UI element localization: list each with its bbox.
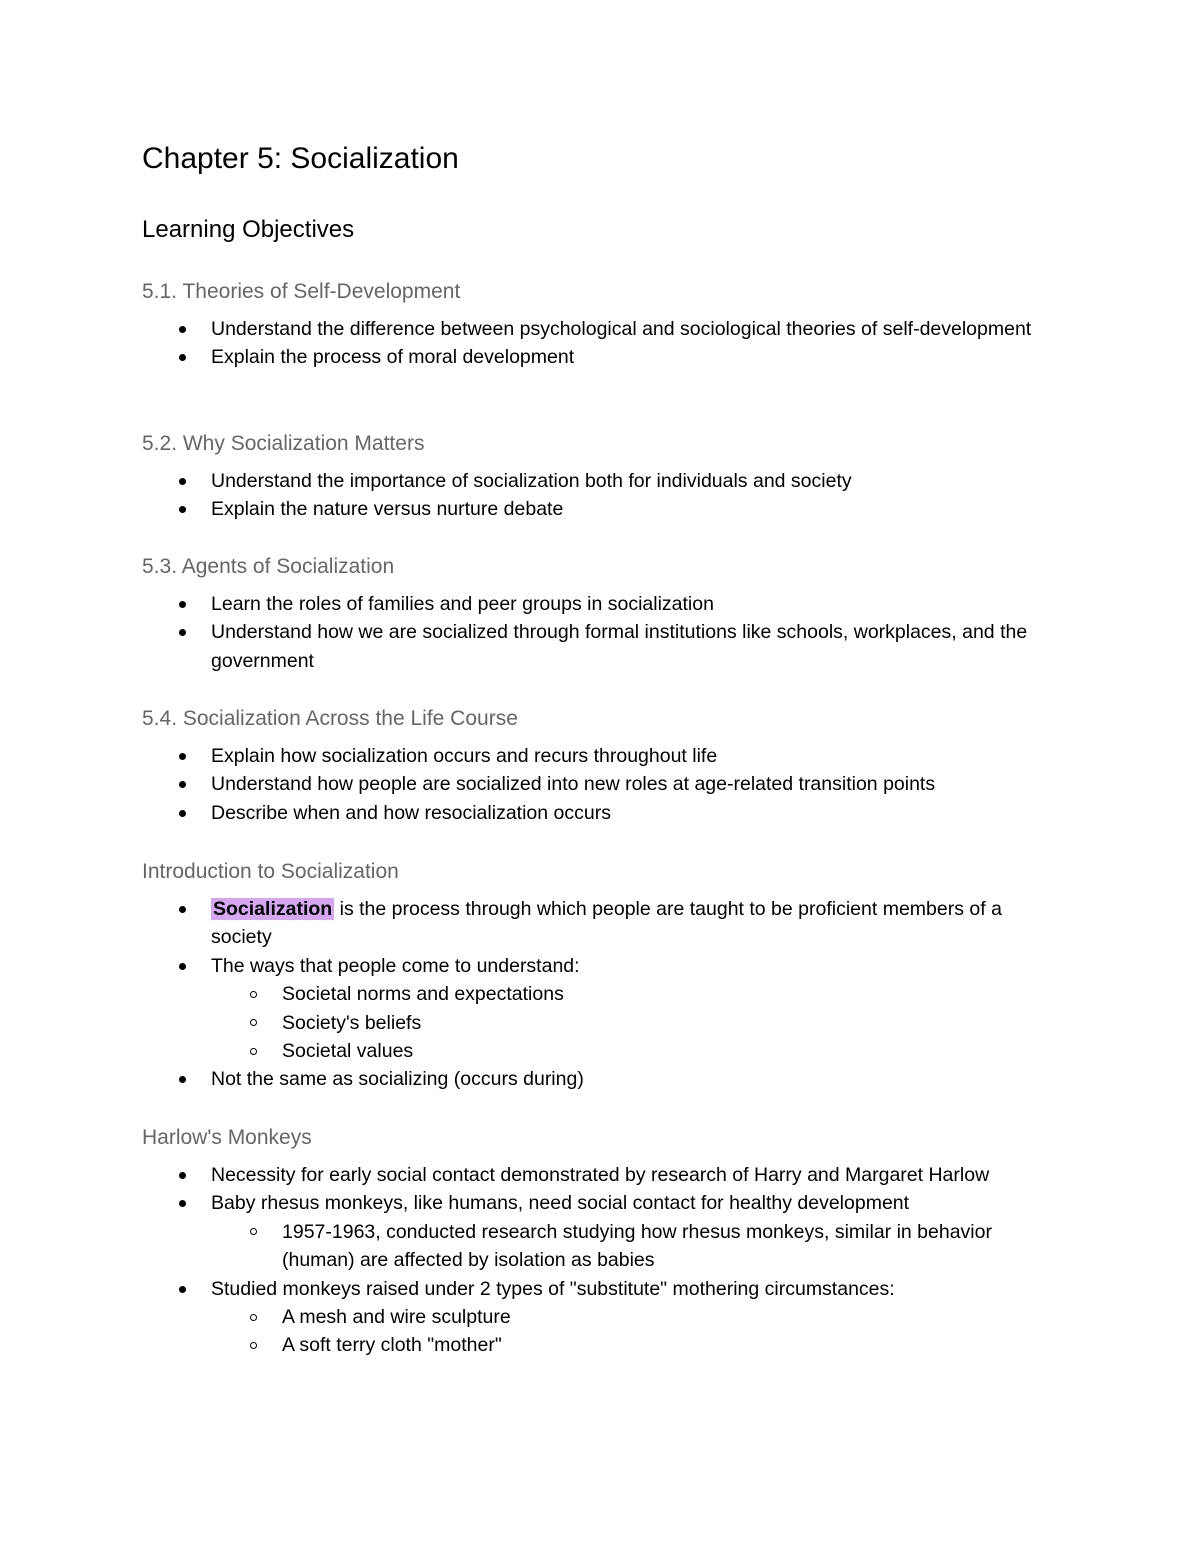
section-why-socialization-matters	[142, 429, 1062, 524]
section-heading: 5.3. Agents of Socialization	[142, 555, 395, 578]
bullet-icon	[179, 753, 186, 760]
hollow-bullet-icon	[250, 1019, 257, 1026]
hollow-bullet-icon	[250, 1228, 257, 1235]
hollow-bullet-icon	[250, 1342, 257, 1349]
list-item: Understand the importance of socialization both for individuals and society	[142, 467, 1062, 495]
bullet-list	[142, 742, 1062, 827]
section-agents-of-socialization	[142, 552, 1062, 675]
bullet-icon	[179, 810, 186, 817]
section-heading: 5.4. Socialization Across the Life Course	[142, 707, 518, 730]
list-item: Baby rhesus monkeys, like humans, need social contact for healthy development	[142, 1189, 1062, 1217]
bullet-icon	[179, 354, 186, 361]
list-item: Understand how people are socialized into new roles at age-related transition points	[142, 770, 1062, 798]
section-socialization-across-the-life-course	[142, 704, 1062, 827]
section-heading: Harlow's Monkeys	[142, 1126, 312, 1149]
document-title: Chapter 5: Socialization	[142, 142, 459, 175]
section-heading: Introduction to Socialization	[142, 860, 399, 883]
bullet-icon	[179, 906, 186, 913]
sub-list-item: A soft terry cloth "mother"	[142, 1331, 1062, 1359]
bullet-icon	[179, 781, 186, 788]
hollow-bullet-icon	[250, 991, 257, 998]
bullet-icon	[179, 601, 186, 608]
hollow-bullet-icon	[250, 1314, 257, 1321]
list-item: The ways that people come to understand:	[142, 952, 1062, 980]
bullet-icon	[179, 1286, 186, 1293]
list-item: Explain the process of moral development	[142, 343, 1062, 371]
section-theories-of-self-development	[142, 277, 1062, 372]
highlighted-term: Socialization	[213, 898, 333, 920]
sub-list-item: Societal norms and expectations	[142, 980, 1062, 1008]
list-item: Learn the roles of families and peer groups in socialization	[142, 590, 1062, 618]
section-introduction-to-socialization	[142, 857, 1062, 1094]
bullet-icon	[179, 1172, 186, 1179]
bullet-list	[142, 1161, 1062, 1360]
sub-list-item: Societal values	[142, 1037, 1062, 1065]
bullet-list	[142, 315, 1062, 372]
list-item: Understand how we are socialized through formal institutions like schools, workplaces, and the government	[142, 618, 1062, 675]
sub-list-item: A mesh and wire sculpture	[142, 1303, 1062, 1331]
bullet-icon	[179, 506, 186, 513]
bullet-list	[142, 467, 1062, 524]
sub-list-item: Society's beliefs	[142, 1009, 1062, 1037]
bullet-list	[142, 895, 1062, 1094]
list-item: Describe when and how resocialization occurs	[142, 799, 1062, 827]
sub-list-item: 1957-1963, conducted research studying how rhesus monkeys, similar in behavior (human) are affected by isolation as babies	[142, 1218, 1062, 1275]
bullet-icon	[179, 478, 186, 485]
bullet-icon	[179, 1076, 186, 1083]
bullet-list	[142, 590, 1062, 675]
bullet-icon	[179, 963, 186, 970]
list-item: Necessity for early social contact demonstrated by research of Harry and Margaret Harlow	[142, 1161, 1062, 1189]
section-heading: 5.1. Theories of Self-Development	[142, 280, 461, 303]
list-item: Explain the nature versus nurture debate	[142, 495, 1062, 523]
bullet-icon	[179, 1200, 186, 1207]
section-harlows-monkeys	[142, 1123, 1062, 1360]
bullet-icon	[179, 629, 186, 636]
list-item: Explain how socialization occurs and recurs throughout life	[142, 742, 1062, 770]
list-item: Understand the difference between psychological and sociological theories of self-development	[142, 315, 1062, 343]
hollow-bullet-icon	[250, 1048, 257, 1055]
bullet-icon	[179, 326, 186, 333]
list-item: Not the same as socializing (occurs during)	[142, 1065, 1062, 1093]
learning-objectives-heading: Learning Objectives	[142, 216, 355, 243]
list-item: Socialization is the process through which people are taught to be proficient members of a society	[142, 895, 1062, 952]
list-item: Studied monkeys raised under 2 types of "substitute" mothering circumstances:	[142, 1275, 1062, 1303]
section-heading: 5.2. Why Socialization Matters	[142, 432, 425, 455]
